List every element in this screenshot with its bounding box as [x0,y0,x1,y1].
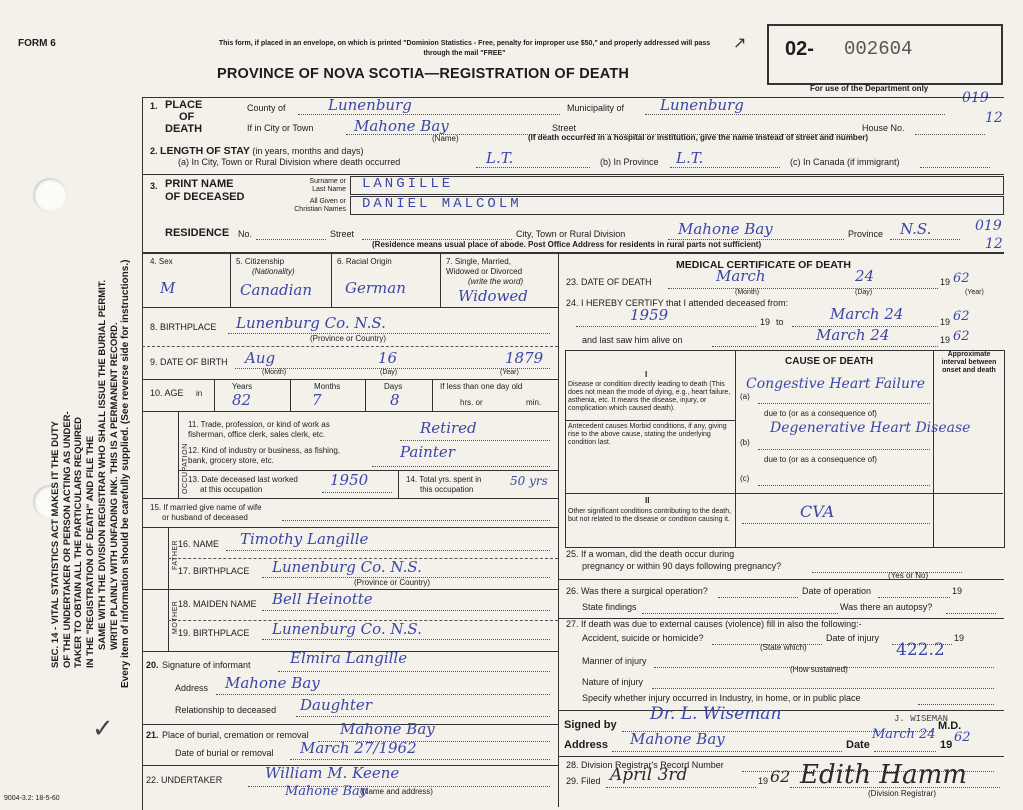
racial-value[interactable]: German [345,279,406,297]
physician-address-value[interactable]: Mahone Bay [630,730,725,748]
reg-prefix: 02- [785,38,814,60]
dob-day-value[interactable]: 16 [378,349,398,367]
registration-number-box [767,24,1003,85]
physician-signature-value[interactable]: Dr. L. Wiseman [650,704,782,724]
corner-mark: ↗ [733,35,747,52]
dob-year-value[interactable]: 1879 [505,349,544,367]
name-heading: PRINT NAME OF DECEASED [165,178,245,203]
years-in-occupation-value[interactable]: 50 yrs [510,474,548,488]
informant-relationship-value[interactable]: Daughter [300,696,372,714]
undertaker-address-value[interactable]: Mahone Bay [285,784,368,799]
footer-code: 9004-3.2: 18-5-60 [4,795,60,802]
physician-printed-name: J. WISEMAN [894,714,949,724]
surname-value[interactable]: LANGILLE [362,176,454,192]
given-names-value[interactable]: DANIEL MALCOLM [362,196,522,212]
city-value[interactable]: Mahone Bay [354,117,449,135]
father-side-label: FATHER [172,539,179,570]
reg-number: 002604 [844,38,913,60]
side-instructions-2: SAME WITH THE DIVISION REGISTRAR WHO SHALL ISSUE THE BURIAL PERMIT. WRITE PLAINLY WITH UNFADING INK. THIS IS A PERMANENT RECORD. [97,279,120,650]
residence-city-value[interactable]: Mahone Bay [678,220,773,238]
last-saw-value[interactable]: March 24 [816,326,890,344]
registrar-signature-value[interactable]: Edith Hamm [800,760,967,790]
stay-city-value[interactable]: L.T. [486,149,514,167]
signature-date-value[interactable]: March 24 [872,727,936,742]
informant-address-value[interactable]: Mahone Bay [225,674,320,692]
county-value[interactable]: Lunenburg [328,96,412,114]
form-title: PROVINCE OF NOVA SCOTIA—REGISTRATION OF DEATH [217,66,630,82]
age-days-value[interactable]: 8 [390,391,400,409]
check-mark: ✓ [92,714,114,744]
envelope-note: This form, if placed in an envelope, on which is printed "Dominion Statistics - Free, penalty for improper use $50," and properly addressed will pass through the mail "FREE" [218,40,711,57]
cause-a-value[interactable]: Congestive Heart Failure [746,376,926,392]
mother-maiden-value[interactable]: Bell Heinotte [272,590,373,608]
father-name-value[interactable]: Timothy Langille [240,530,369,548]
occupation-industry-value[interactable]: Painter [400,443,455,461]
attended-year-value[interactable]: 62 [953,309,970,324]
stay-province-value[interactable]: L.T. [676,149,704,167]
side-instructions: SEC. 14 - VITAL STATISTICS ACT MAKES IT THE DUTY OF THE UNDERTAKER OR PERSON ACTING AS UNDER- TAKER TO OBTAIN ALL THE PARTICULARS REQUIRED IN THE "REGISTRATION OF DEATH" AND FILE THE [50,411,96,668]
filed-year-value[interactable]: 62 [770,767,791,786]
last-worked-value[interactable]: 1950 [330,471,369,489]
punch-hole-top [33,178,67,212]
death-year-value[interactable]: 62 [953,271,970,286]
signature-year-value[interactable]: 62 [954,730,971,745]
place-heading: PLACE OF DEATH [165,99,203,135]
other-conditions-value[interactable]: CVA [800,502,835,521]
municipality-value[interactable]: Lunenburg [660,96,744,114]
death-day-value[interactable]: 24 [855,267,875,285]
side-instructions-3: Every item of information should be carefully supplied. (See reverse side for instructions.) [120,259,131,688]
cause-heading: CAUSE OF DEATH [785,356,874,367]
dept-code-2: 12 [985,110,1003,126]
cause-b-value[interactable]: Degenerative Heart Disease [770,420,971,436]
burial-date-value[interactable]: March 27/1962 [300,739,417,757]
undertaker-value[interactable]: William M. Keene [265,764,400,782]
occupation-trade-value[interactable]: Retired [420,419,477,437]
death-month-value[interactable]: March [716,267,766,285]
dob-month-value[interactable]: Aug [245,349,276,367]
citizenship-value[interactable]: Canadian [240,281,313,299]
dept-use-label: For use of the Department only [810,84,929,93]
informant-signature-value[interactable]: Elmira Langille [290,649,408,667]
attended-to-value[interactable]: March 24 [830,305,904,323]
residence-province-value[interactable]: N.S. [900,220,932,238]
dept-code-3: 019 [975,218,1002,234]
marital-value[interactable]: Widowed [458,287,528,305]
age-years-value[interactable]: 82 [232,391,252,409]
sex-value[interactable]: M [160,279,176,297]
attended-from-value[interactable]: 1959 [630,306,669,324]
age-months-value[interactable]: 7 [312,391,322,409]
occupation-side-label: OCCUPATION [182,443,189,494]
manner-code-value[interactable]: 422.2 [896,640,945,660]
death-registration-form: SEC. 14 - VITAL STATISTICS ACT MAKES IT THE DUTY OF THE UNDERTAKER OR PERSON ACTING AS UNDER- TAKER TO OBTAIN ALL THE PARTICULARS REQUIRED IN THE "REGISTRATION OF DEATH" AND FILE THE SAME WITH THE DIVISION REGISTRAR WHO SHALL ISSUE THE BURIAL PERMIT. WRITE PLAINLY WITH UNFADING INK. THIS IS A PERMANENT RECORD. Every item of information should be carefully supplied. (See reverse side for instructions.) ✓ FORM 6 This form, if placed in an envelope, on which is printed "Dominion Statistics - Free, penalty for improper use $50," and properly addressed will pass through the mail "FREE" PROVINCE OF NOVA SCOTIA—REGISTRATION OF DEATH ↗ 02- 002604 For use of the Department only 019 12 1. PLACE OF DEATH County of Lunenburg Municipality of Lunenburg If in City or Town Mahone Bay (Name) Street House No. (If death occurred in a hospital or institution, give the name instead of street and number) 2. LENGTH OF STAY (in years, months and days) (a) In City, Town or Rural Division where death occurred L.T. (b) In Province L.T. (c) In Canada (if immigrant) 3. PRINT NAME OF DECEASED Surname or Last Name All Given or Christian Names LANGILLE DANIEL MALCOLM RESIDENCE No. Street City, Town or Rural Division Mahone Bay Province N.S. 019 12 (Residence means usual place of abode. Post Office Address for residents in rural parts not sufficient) 4. Sex M 5. Citizenship (Nationality) Canadian 6. Racial Origin German 7. Single, Married, Widowed or Divorced (write the word) Widowed 8. BIRTHPLACE Lunenburg Co. N.S. (Province or Country) 9. DATE OF BIRTH Aug 16 1879 (Month) (Day) (Year) 10. AGE in Years 82 Months 7 Days 8 If less than one day old hrs. or min. OCCUPATION 11. Trade, profession, or kind of work as fisherman, office clerk, sales clerk, etc. Retired 12. Kind of industry or business, as fishing, bank, grocery store, etc. Painter 13. Date deceased last worked at this occupation 1950 14. Total yrs. spent in this occupation 50 yrs 15. If married give name of wife or husband of deceased FATHER 16. NAME Timothy Langille 17. BIRTHPLACE Lunenburg Co. N.S. (Province or Country) MOTHER 18. MAIDEN NAME Bell Heinotte 19. BIRTHPLACE Lunenburg Co. N.S. 20. Signature of informant Elmira Langille Address Mahone Bay Relationship to deceased Daughter 21. Place of burial, cremation or removal Mahone Bay Date of burial or removal March 27/1962 22. UNDERTAKER William M. Keene Mahone Bay (Name and address) MEDICAL CERTIFICATE OF DEATH 23. DATE OF DEATH March 24 19 62 (Month) (Day) (Year) 24. I HEREBY CERTIFY that I attended deceased from: 1959 19 to March 24 19 62 and last saw him alive on March 24 19 62 CAUSE OF DEATH Approximate interval between onset and death I Disease or condition directly leading to death (This does not mean the mode of dying, e.g., heart failure, asthenia, etc. It means the disease, injury, or complication which caused death). (a) Congestive Heart Failure due to (or as a consequence of) Antecedent causes Morbid conditions, if any, giving rise to the above cause, stating the underlying condition last. (b) Degenerative Heart Disease due to (or as a consequence of) (c) II Other significant conditions contributing to the death, but not related to the disease or condition causing it. CVA 25. If a woman, did the death occur during pregnancy or within 90 days following pregnancy? (Yes or No) 26. Was there a surgical operation? Date of operation 19 State findings Was there an autopsy? 27. If death was due to external causes (violence) fill in also the following:- Accident, suicide or homicide? (State which) Date of injury 19 Manner of injury 422.2 (How sustained) Nature of injury Specify whether injury occurred in Industry, in home, or in public place Signed by Dr. L. Wiseman J. WISEMAN M.D. Address Mahone Bay Date March 24 19 62 28. Division Registrar's Record Number 29. Filed April 3rd 19 62 Edith Hamm (Division Registrar) 9004-3.2: 18-5-60 [0,0,1023,810]
dept-code-4: 12 [985,236,1003,252]
mother-side-label: MOTHER [172,600,179,634]
burial-place-value[interactable]: Mahone Bay [340,720,435,738]
mother-birthplace-value[interactable]: Lunenburg Co. N.S. [272,620,422,638]
filed-date-value[interactable]: April 3rd [610,765,688,785]
dept-code-1: 019 [962,90,989,106]
last-saw-year-value[interactable]: 62 [953,329,970,344]
birthplace-value[interactable]: Lunenburg Co. N.S. [236,314,386,332]
father-birthplace-value[interactable]: Lunenburg Co. N.S. [272,558,422,576]
medical-heading: MEDICAL CERTIFICATE OF DEATH [676,259,851,271]
form-label: FORM 6 [18,38,56,49]
